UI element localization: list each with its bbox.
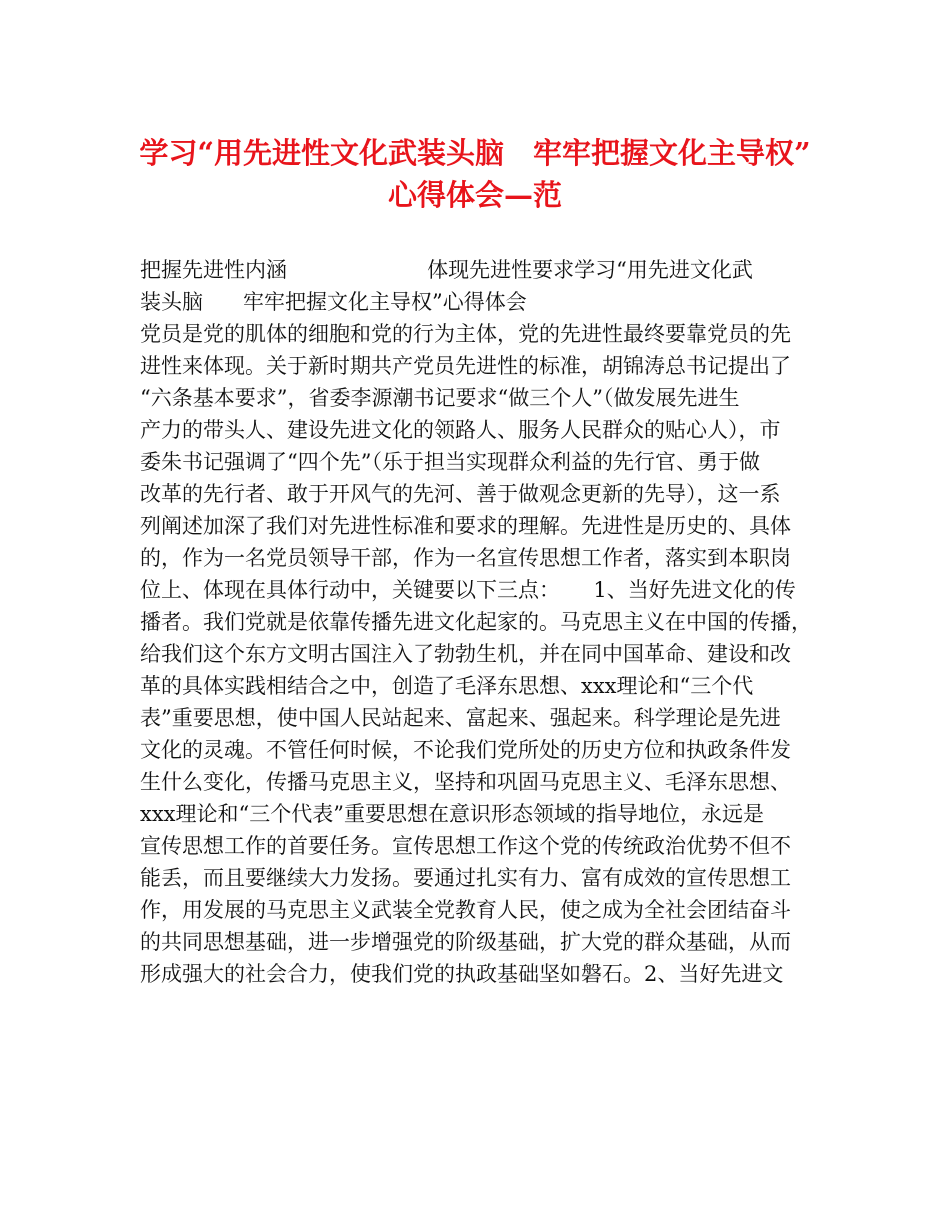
body-line: 位上、体现在具体行动中，关键要以下三点： 1、当好先进文化的传 bbox=[140, 578, 796, 602]
body-line: 的共同思想基础，进一步增强党的阶级基础，扩大党的群众基础，从而 bbox=[140, 930, 791, 954]
body-line: 把握先进性内涵 体现先进性要求学习“用先进文化武 bbox=[140, 258, 753, 282]
body-line: 作，用发展的马克思主义武装全党教育人民，使之成为全社会团结奋斗 bbox=[140, 898, 791, 922]
body-line: 生什么变化，传播马克思主义，坚持和巩固马克思主义、毛泽东思想、 bbox=[140, 770, 791, 794]
body-line: xxx理论和“三个代表”重要思想在意识形态领域的指导地位，永远是 bbox=[140, 802, 764, 826]
document-title-line-2: 心得体会—范 bbox=[387, 178, 562, 212]
body-line: 委朱书记强调了“四个先”（乐于担当实现群众利益的先行官、勇于做 bbox=[140, 450, 760, 474]
body-line: 列阐述加深了我们对先进性标准和要求的理解。先进性是历史的、具体 bbox=[140, 514, 791, 538]
body-line: 装头脑 牢牢把握文化主导权”心得体会 bbox=[140, 290, 527, 314]
body-line: 宣传思想工作的首要任务。宣传思想工作这个党的传统政治优势不但不 bbox=[140, 834, 791, 858]
body-line: 进性来体现。关于新时期共产党员先进性的标准，胡锦涛总书记提出了 bbox=[140, 354, 791, 378]
body-line: 给我们这个东方文明古国注入了勃勃生机，并在同中国革命、建设和改 bbox=[140, 642, 791, 666]
body-line: 表”重要思想，使中国人民站起来、富起来、强起来。科学理论是先进 bbox=[140, 706, 781, 730]
body-line: 党员是党的肌体的细胞和党的行为主体，党的先进性最终要靠党员的先 bbox=[140, 322, 791, 346]
body-line: “六条基本要求”，省委李源潮书记要求“做三个人”（做发展先进生 bbox=[140, 386, 740, 410]
body-line: 能丢，而且要继续大力发扬。要通过扎实有力、富有成效的宣传思想工 bbox=[140, 866, 791, 890]
document-title-line-1: 学习“用先进性文化武装头脑 牢牢把握文化主导权” bbox=[139, 136, 811, 170]
body-line: 改革的先行者、敢于开风气的先河、善于做观念更新的先导），这一系 bbox=[140, 482, 781, 506]
body-line: 革的具体实践相结合之中，创造了毛泽东思想、xxx理论和“三个代 bbox=[140, 674, 754, 698]
body-line: 的，作为一名党员领导干部，作为一名宣传思想工作者，落实到本职岗 bbox=[140, 546, 791, 570]
body-line: 形成强大的社会合力，使我们党的执政基础坚如磐石。2、当好先进文 bbox=[140, 962, 784, 986]
body-line: 文化的灵魂。不管任何时候，不论我们党所处的历史方位和执政条件发 bbox=[140, 738, 791, 762]
body-line: 产力的带头人、建设先进文化的领路人、服务人民群众的贴心人），市 bbox=[140, 418, 781, 442]
body-line: 播者。我们党就是依靠传播先进文化起家的。马克思主义在中国的传播， bbox=[140, 610, 812, 634]
